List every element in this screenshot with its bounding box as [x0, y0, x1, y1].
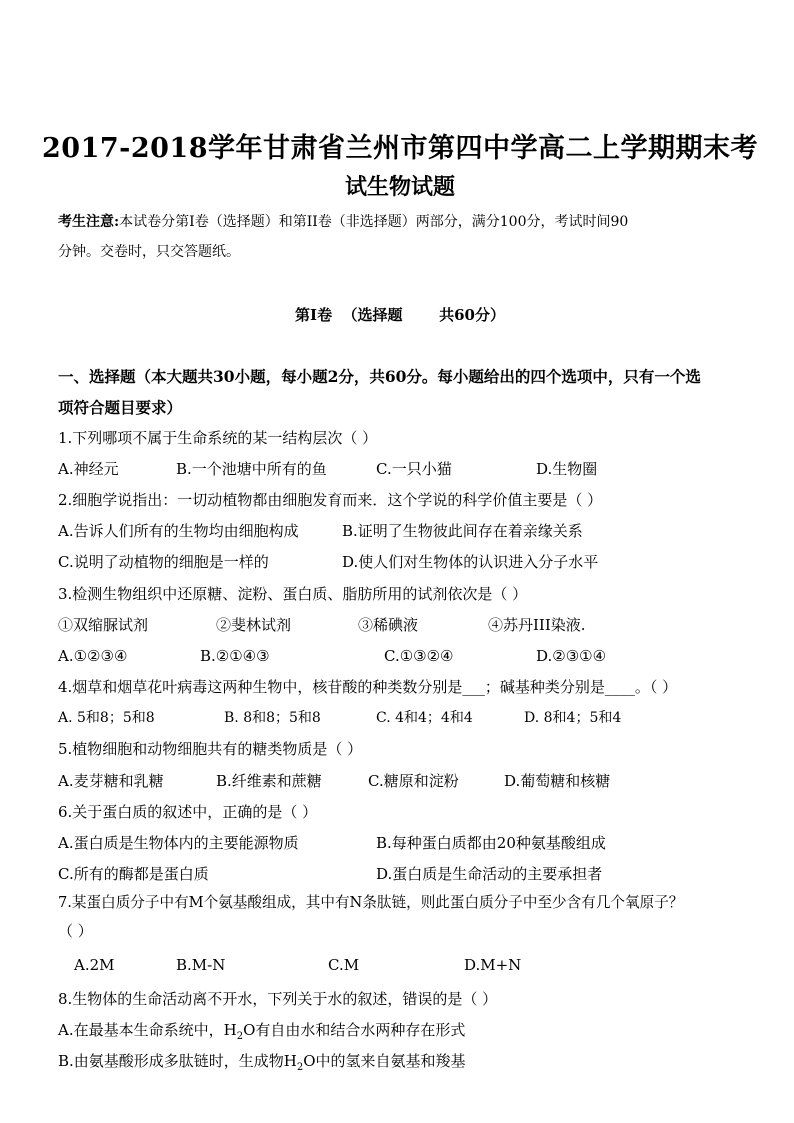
q1-option-c: C.一只小猫: [376, 460, 452, 478]
q5-option-a: A.麦芽糖和乳糖: [58, 772, 164, 790]
q2-option-d: D.使人们对生物体的认识进入分子水平: [342, 553, 599, 571]
notice-text1: 本试卷分第Ⅰ卷（选择题）和第II卷（非选择题）两部分，满分100分，考试时间90: [119, 214, 629, 230]
q7-stem-bracket: （ ）: [58, 922, 93, 940]
q8-option-b-pre: B.由氨基酸形成多肽链时，生成物H: [58, 1052, 297, 1070]
q6-option-c: C.所有的酶都是蛋白质: [58, 865, 209, 883]
q6-stem: 6.关于蛋白质的叙述中，正确的是（ ）: [58, 803, 318, 821]
q6-option-a: A.蛋白质是生物体内的主要能源物质: [58, 834, 299, 852]
q1-option-a: A.神经元: [58, 460, 119, 478]
q3-option-c: C.①③②④: [384, 647, 454, 665]
q3-option-b: B.②①④③: [200, 647, 270, 665]
part-heading-line2: 项符合题目要求）: [58, 398, 183, 417]
q4-stem: 4.烟草和烟草花叶病毒这两种生物中，核苷酸的种类数分别是___；碱基种类分别是____。（ ）: [58, 678, 678, 696]
q7-option-a: A.2M: [74, 956, 115, 974]
q5-option-d: D.葡萄糖和核糖: [504, 772, 611, 790]
q4-option-a: A. 5和8；5和8: [58, 710, 155, 726]
q4-option-b: B. 8和8；5和8: [224, 710, 321, 726]
notice-label: 考生注意:: [58, 214, 120, 230]
exam-title-line2: 试生物试题: [344, 174, 455, 200]
q8-option-a: [58, 1020, 465, 1047]
q3-option-d: D.②③①④: [536, 647, 607, 665]
q8-stem: 8.生物体的生命活动离不开水，下列关于水的叙述，错误的是（ ）: [58, 990, 498, 1008]
q3-item-1: ①双缩脲试剂: [58, 616, 149, 634]
q1-stem: 1.下列哪项不属于生命系统的某一结构层次（ ）: [58, 429, 378, 447]
q1-option-b: B.一个池塘中所有的鱼: [176, 460, 327, 478]
section-title: 第Ⅰ卷 （选择题 共60分）: [295, 306, 505, 324]
q5-option-b: B.纤维素和蔗糖: [216, 772, 322, 790]
part-heading-line1: 一、选择题（本大题共30小题，每小题2分，共60分。每小题给出的四个选项中，只有一个选: [58, 367, 701, 386]
q7-option-b: B.M-N: [176, 956, 226, 974]
q8-option-a-sub: 2: [236, 1031, 244, 1042]
q2-option-b: B.证明了生物彼此间存在着亲缘关系: [342, 522, 583, 540]
q2-option-c: C.说明了动植物的细胞是一样的: [58, 553, 269, 571]
exam-title-line1: 2017-2018学年甘肃省兰州市第四中学高二上学期期末考: [42, 133, 758, 164]
q6-option-d: D.蛋白质是生命活动的主要承担者: [376, 865, 603, 883]
q7-option-c: C.M: [328, 956, 360, 974]
q5-option-c: C.糖原和淀粉: [368, 772, 459, 790]
q3-option-a: A.①②③④: [58, 647, 128, 665]
q8-option-b: [58, 1051, 466, 1078]
q2-stem: 2.细胞学说指出：一切动植物都由细胞发育而来．这个学说的科学价值主要是（ ）: [58, 491, 603, 509]
q6-option-b: B.每种蛋白质都由20种氨基酸组成: [376, 834, 606, 852]
q4-option-d: D. 8和4；5和4: [524, 710, 622, 726]
q8-option-a-post: O有自由水和结合水两种存在形式: [243, 1021, 466, 1039]
q1-option-d: D.生物圈: [536, 460, 598, 478]
q7-option-d: D.M+N: [464, 956, 522, 974]
q8-option-b-sub: 2: [296, 1062, 304, 1073]
q4-option-c: C. 4和4；4和4: [376, 710, 473, 726]
q5-stem: 5.植物细胞和动物细胞共有的糖类物质是（ ）: [58, 740, 363, 758]
q7-stem: 7.某蛋白质分子中有M个氨基酸组成，其中有N条肽链，则此蛋白质分子中至少含有几个氧原子？: [58, 894, 684, 911]
notice-text2: 分钟。交卷时，只交答题纸。: [58, 244, 240, 260]
q3-item-3: ③稀碘液: [358, 616, 419, 634]
q2-option-a: A.告诉人们所有的生物均由细胞构成: [58, 522, 299, 540]
notice-line1: [58, 212, 628, 232]
q8-option-b-post: O中的氢来自氨基和羧基: [303, 1052, 466, 1070]
q3-item-4: ④苏丹III染液.: [488, 616, 586, 634]
q3-item-2: ②斐林试剂: [216, 616, 292, 634]
q3-stem: 3.检测生物组织中还原糖、淀粉、蛋白质、脂肪所用的试剂依次是（ ）: [58, 585, 528, 603]
q8-option-a-pre: A.在最基本生命系统中，H: [58, 1021, 237, 1039]
